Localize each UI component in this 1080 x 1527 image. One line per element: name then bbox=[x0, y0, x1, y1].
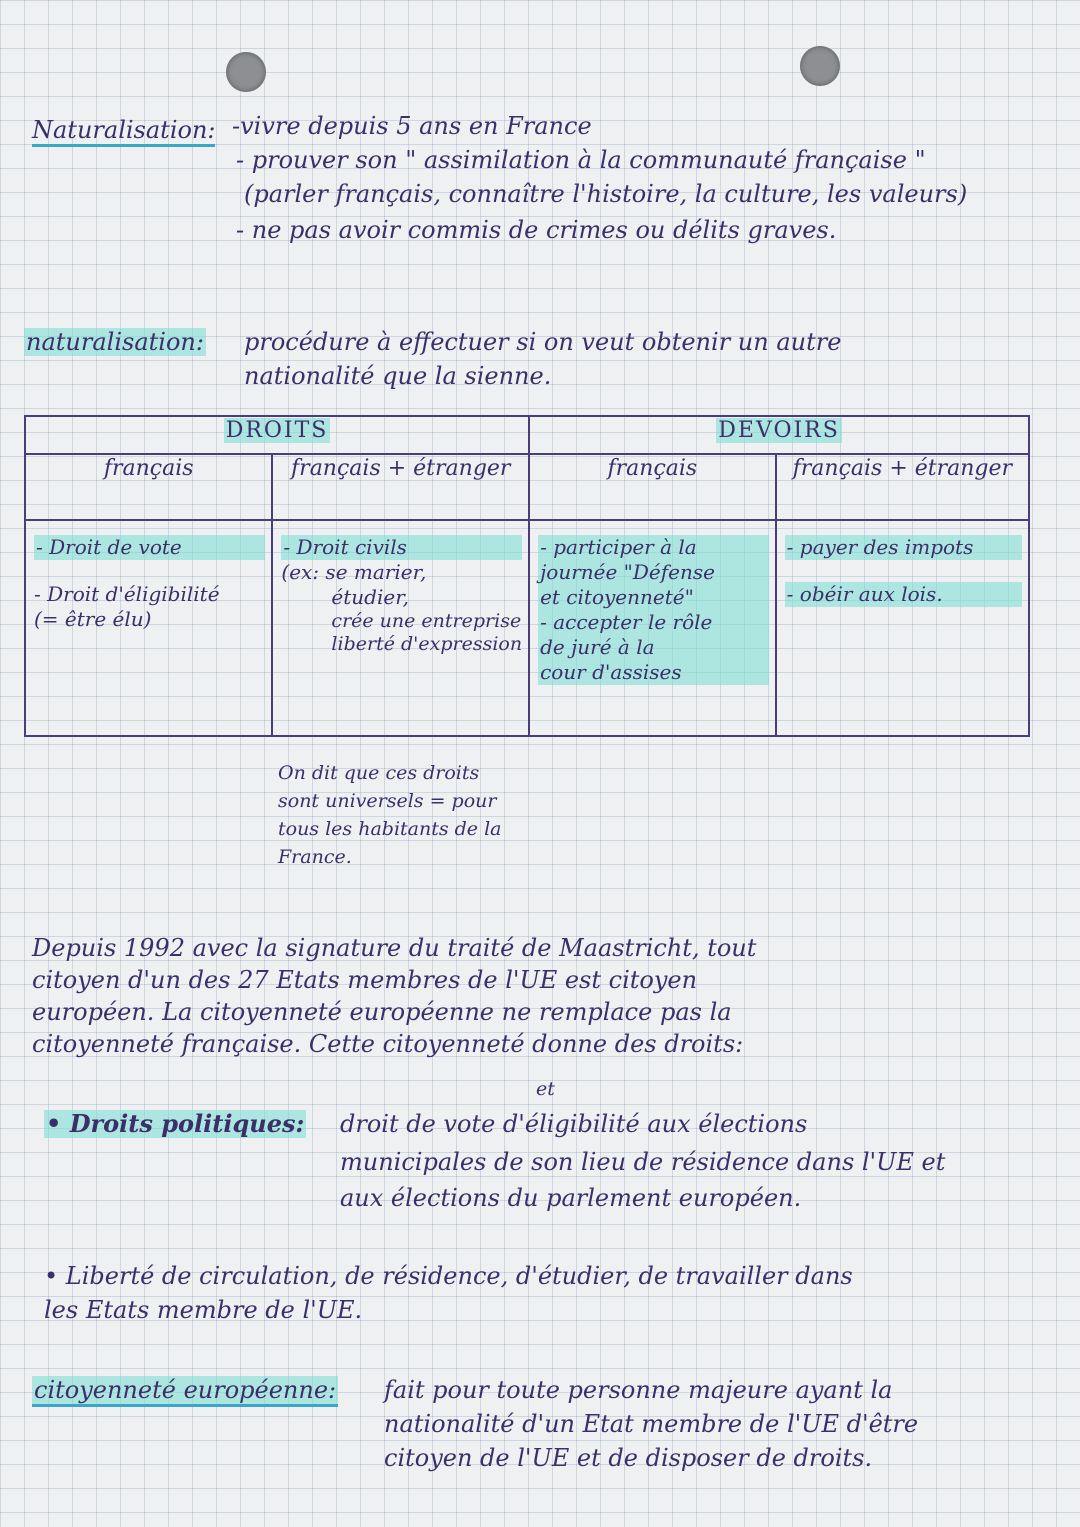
list-item: crée une entreprise bbox=[331, 610, 522, 632]
citoyennete-line-2: nationalité d'un Etat membre de l'UE d'être bbox=[384, 1410, 919, 1438]
list-item: - Droit civils bbox=[281, 535, 522, 560]
maastricht-line-2: citoyen d'un des 27 Etats membres de l'UE est citoyen bbox=[32, 966, 698, 994]
universal-note-line: On dit que ces droits bbox=[278, 762, 480, 784]
citoyennete-line-3: citoyen de l'UE et de disposer de droits. bbox=[384, 1444, 873, 1472]
col2-header: français + étranger bbox=[272, 454, 529, 520]
insert-et: et bbox=[536, 1078, 555, 1100]
list-item: de juré à la bbox=[538, 635, 769, 660]
droits-politiques-line-2: municipales de son lieu de résidence dans l'UE et bbox=[340, 1148, 946, 1176]
col4-header: français + étranger bbox=[776, 454, 1029, 520]
list-item: (= être élu) bbox=[34, 607, 152, 631]
condition-line-1: -vivre depuis 5 ans en France bbox=[232, 112, 592, 140]
punch-hole-right bbox=[800, 46, 840, 86]
list-item: - Droit de vote bbox=[34, 535, 265, 560]
col3-header: français bbox=[529, 454, 776, 520]
droits-politiques-line-1: droit de vote d'éligibilité aux élections bbox=[340, 1110, 808, 1138]
droits-politiques-line-3: aux élections du parlement européen. bbox=[340, 1184, 802, 1212]
list-item: et citoyenneté" bbox=[538, 585, 769, 610]
list-item: - Droit d'éligibilité bbox=[34, 582, 220, 606]
col1-cell bbox=[25, 520, 272, 736]
naturalisation-definition-line-1: procédure à effectuer si on veut obtenir un autre bbox=[244, 328, 842, 356]
condition-line-3: (parler français, connaître l'histoire, la culture, les valeurs) bbox=[244, 180, 968, 208]
maastricht-line-3: européen. La citoyenneté européenne ne remplace pas la bbox=[32, 998, 732, 1026]
universal-note-line: France. bbox=[278, 846, 352, 868]
list-item: étudier, bbox=[331, 585, 409, 609]
liberte-line-1: • Liberté de circulation, de résidence, d'étudier, de travailler dans bbox=[44, 1262, 853, 1290]
condition-line-2: - prouver son " assimilation à la communauté française " bbox=[236, 146, 926, 174]
list-item: - obéir aux lois. bbox=[785, 582, 1022, 607]
liberte-line-2: les Etats membre de l'UE. bbox=[44, 1296, 363, 1324]
punch-hole-left bbox=[226, 52, 266, 92]
list-item: - participer à la bbox=[538, 535, 769, 560]
list-item: liberté d'expression bbox=[331, 633, 523, 655]
maastricht-line-4: citoyenneté française. Cette citoyenneté donne des droits: bbox=[32, 1030, 744, 1058]
universal-note-line: sont universels = pour bbox=[278, 790, 497, 812]
col3-cell bbox=[529, 520, 776, 736]
devoirs-header: DEVOIRS bbox=[529, 416, 1029, 454]
list-item: journée "Défense bbox=[538, 560, 769, 585]
maastricht-line-1: Depuis 1992 avec la signature du traité de Maastricht, tout bbox=[32, 934, 757, 962]
col1-header: français bbox=[25, 454, 272, 520]
condition-line-4: - ne pas avoir commis de crimes ou délits graves. bbox=[236, 216, 837, 244]
list-item: - payer des impots bbox=[785, 535, 1022, 560]
list-item: (ex: se marier, bbox=[281, 560, 427, 584]
naturalisation-definition-label: naturalisation: bbox=[26, 328, 204, 356]
list-item: cour d'assises bbox=[538, 660, 769, 685]
col2-cell bbox=[272, 520, 529, 736]
naturalisation-label: Naturalisation: bbox=[32, 116, 215, 147]
rights-duties-table bbox=[24, 415, 1030, 737]
citoyennete-label: citoyenneté européenne: bbox=[32, 1376, 338, 1407]
droits-politiques-label: • Droits politiques: bbox=[46, 1109, 305, 1138]
citoyennete-line-1: fait pour toute personne majeure ayant la bbox=[384, 1376, 893, 1404]
list-item: - accepter le rôle bbox=[538, 610, 769, 635]
universal-note-line: tous les habitants de la bbox=[278, 818, 502, 840]
naturalisation-definition-line-2: nationalité que la sienne. bbox=[244, 362, 552, 390]
col4-cell bbox=[776, 520, 1029, 736]
droits-header: DROITS bbox=[25, 416, 529, 454]
